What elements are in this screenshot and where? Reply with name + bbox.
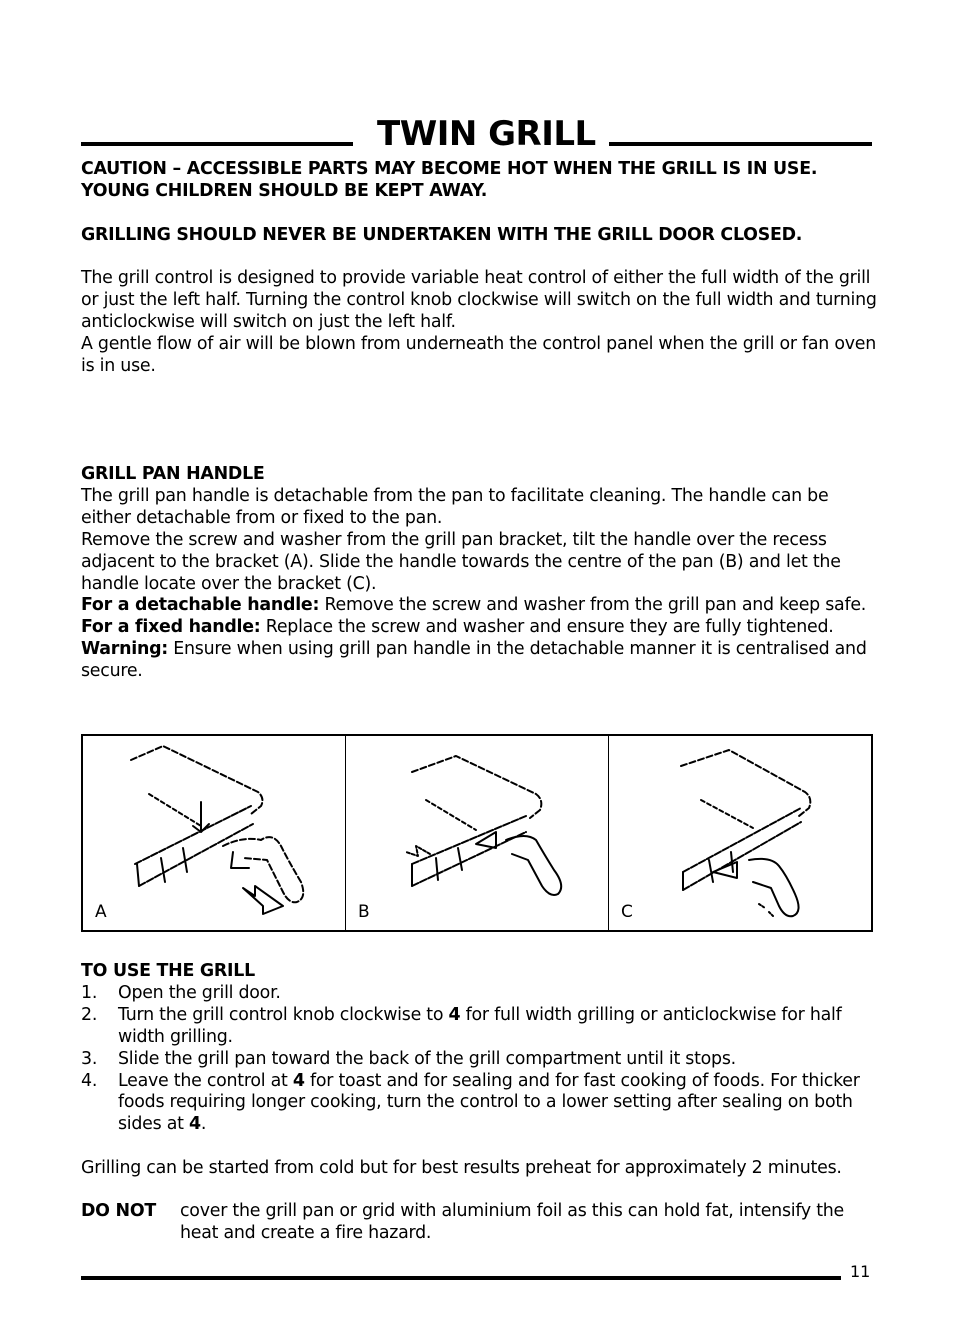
- setting-value: 4: [188, 1114, 201, 1135]
- step-text: [118, 983, 881, 1005]
- fixed-label: For a fixed handle:: [81, 617, 261, 638]
- detachable-handle-note: [81, 595, 881, 617]
- footer-rule: [81, 1276, 841, 1280]
- door-warning: GRILLING SHOULD NEVER BE UNDERTAKEN WITH THE GRILL DOOR CLOSED.: [81, 225, 803, 245]
- caution-line-1: CAUTION – ACCESSIBLE PARTS MAY BECOME HOT WHEN THE GRILL IS IN USE.: [81, 159, 818, 179]
- handle-paragraph-2: Remove the screw and washer from the grill pan bracket, tilt the handle over the recess adjacent to the bracket (A). Slide the handle towards the centre of the pan (B) and let the handle locate over the bracket (C).: [81, 529, 841, 594]
- title-rule-left: [81, 142, 353, 146]
- intro-text: [81, 268, 881, 378]
- step-text-part: for full width grilling or anticlockwise for half width grilling.: [118, 1004, 842, 1047]
- step-number: 1.: [81, 982, 98, 1003]
- list-item: [81, 1005, 881, 1049]
- step-text-part: .: [200, 1114, 207, 1135]
- handle-fitting-diagram: [81, 734, 873, 932]
- step-text: [118, 1005, 881, 1049]
- do-not-text: cover the grill pan or grid with aluminium foil as this can hold fat, intensify the heat and create a fire hazard.: [180, 1201, 845, 1243]
- step-text-part: for toast and for sealing and for fast cooking of foods. For thicker foods requiring longer cooking, turn the control to a lower setting after sealing on both sides at: [118, 1070, 860, 1135]
- caution-notice: [81, 159, 881, 203]
- page-number: 11: [850, 1262, 871, 1281]
- intro-paragraph-1: The grill control is designed to provide variable heat control of either the full width of the grill or just the left half. Turning the control knob clockwise will switch on the full width and turning anticlockwise will switch on just the left half.: [81, 268, 877, 332]
- setting-value: 4: [448, 1004, 461, 1025]
- step-number: 3.: [81, 1048, 98, 1069]
- handle-warning-note: [81, 639, 881, 683]
- fixed-handle-note: [81, 617, 881, 639]
- to-use-the-grill-section: [81, 961, 881, 1180]
- grill-pan-handle-section: [81, 464, 881, 683]
- step-number: 2.: [81, 1004, 98, 1025]
- step-text-part: Leave the control at: [118, 1070, 293, 1091]
- list-item: [81, 1071, 881, 1137]
- panel-label-c: C: [621, 902, 633, 922]
- step-text: [118, 1071, 881, 1137]
- preheat-note: Grilling can be started from cold but for best results preheat for approximately 2 minutes.: [81, 1158, 842, 1179]
- handle-step-c-illustration: [609, 736, 871, 930]
- step-text-part: Turn the grill control knob clockwise to: [118, 1004, 449, 1025]
- warning-text: Ensure when using grill pan handle in the detachable manner it is centralised and secure.: [81, 639, 867, 682]
- handle-paragraph-1: The grill pan handle is detachable from the pan to facilitate cleaning. The handle can be either detachable from or fixed to the pan.: [81, 485, 829, 528]
- use-heading: TO USE THE GRILL: [81, 961, 255, 981]
- handle-heading: GRILL PAN HANDLE: [81, 464, 265, 484]
- detachable-label: For a detachable handle:: [81, 595, 320, 616]
- step-number: 4.: [81, 1070, 98, 1091]
- step-text-part: Open the grill door.: [118, 982, 281, 1003]
- diagram-panel-a: [83, 736, 345, 930]
- step-text-part: Slide the grill pan toward the back of the grill compartment until it stops.: [118, 1048, 736, 1069]
- step-text: [118, 1049, 881, 1071]
- title-rule-right: [609, 142, 872, 146]
- diagram-panel-c: [608, 736, 871, 930]
- list-item: [81, 983, 881, 1005]
- caution-line-2: YOUNG CHILDREN SHOULD BE KEPT AWAY.: [81, 180, 488, 201]
- panel-label-a: A: [95, 902, 107, 922]
- warning-label: Warning:: [81, 639, 168, 660]
- detachable-text: Remove the screw and washer from the grill pan and keep safe.: [319, 595, 867, 616]
- fixed-text: Replace the screw and washer and ensure they are fully tightened.: [260, 617, 834, 638]
- do-not-warning: [81, 1201, 881, 1245]
- page-title-row: [81, 112, 872, 156]
- intro-paragraph-2: A gentle flow of air will be blown from underneath the control panel when the grill or fan oven is in use.: [81, 333, 877, 376]
- do-not-label: DO NOT: [81, 1201, 156, 1221]
- handle-step-b-illustration: [346, 736, 608, 930]
- diagram-panel-b: [345, 736, 608, 930]
- list-item: [81, 1049, 881, 1071]
- handle-step-a-illustration: [83, 736, 345, 930]
- setting-value: 4: [292, 1070, 305, 1091]
- page-title: TWIN GRILL: [377, 114, 596, 154]
- panel-label-b: B: [358, 902, 370, 922]
